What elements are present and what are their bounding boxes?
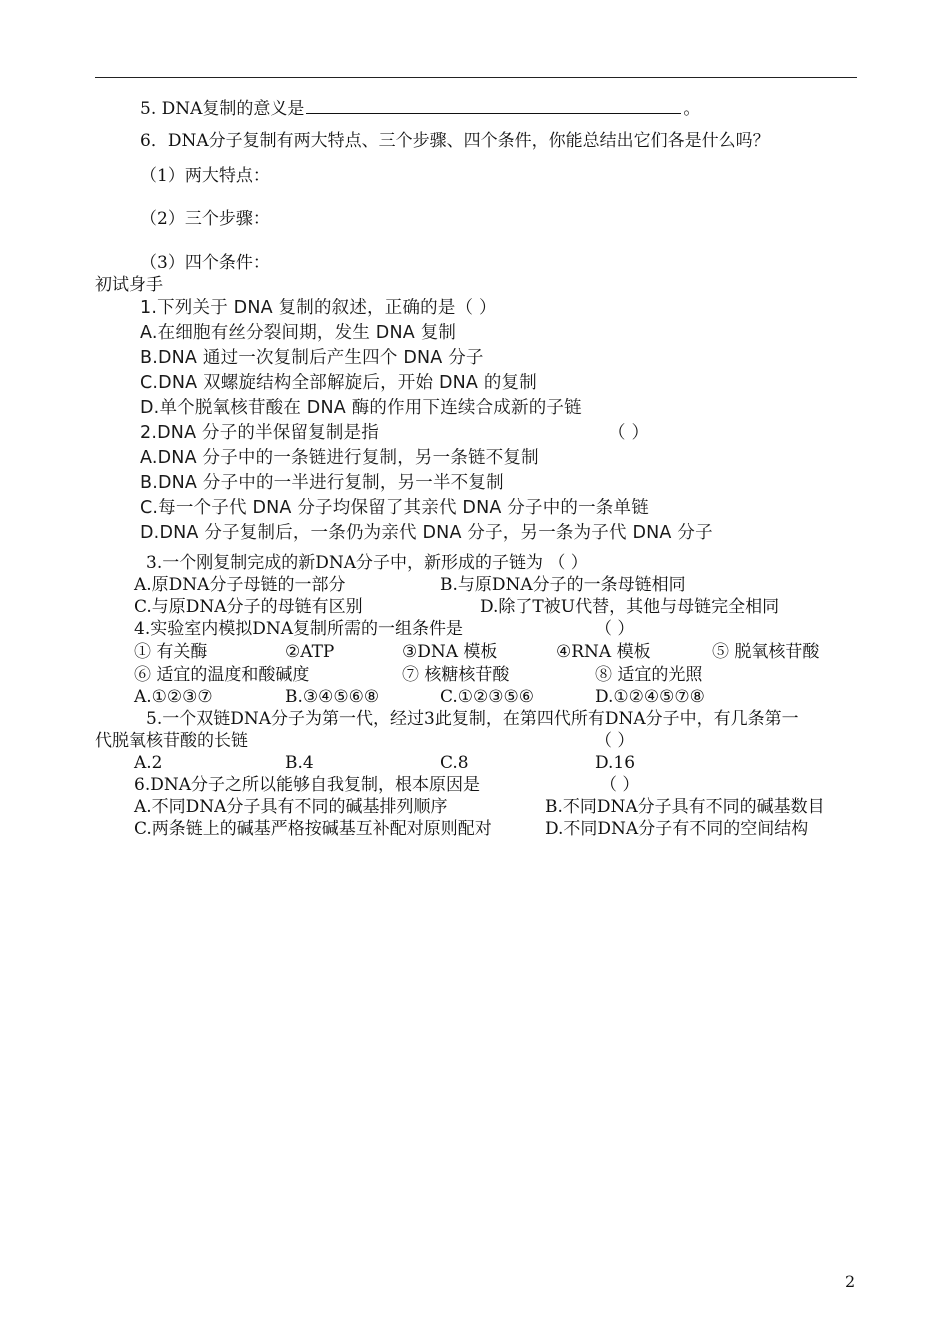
q4-condition-2: ②ATP bbox=[285, 642, 335, 662]
q5-option-c: C.8 bbox=[440, 753, 469, 773]
q2-option-c: C.每一个子代 DNA 分子均保留了其亲代 DNA 分子中的一条单链 bbox=[140, 498, 649, 518]
q5-option-a: A.2 bbox=[134, 753, 163, 773]
q6-stem: 6.DNA分子之所以能够自我复制，根本原因是 bbox=[134, 775, 481, 795]
q2-stem: 2.DNA 分子的半保留复制是指 bbox=[140, 423, 379, 443]
q2-option-d: D.DNA 分子复制后，一条仍为亲代 DNA 分子，另一条为子代 DNA 分子 bbox=[140, 523, 713, 543]
q4-option-c: C.①②③⑤⑥ bbox=[440, 687, 535, 707]
q4-option-d: D.①②④⑤⑦⑧ bbox=[595, 687, 705, 707]
q4-condition-7: ⑦ 核糖核苷酸 bbox=[402, 665, 510, 685]
q4-stem: 4.实验室内模拟DNA复制所需的一组条件是 bbox=[134, 619, 464, 639]
q3-option-b: B.与原DNA分子的一条母链相同 bbox=[440, 575, 686, 595]
review-q5: 5. DNA复制的意义是 。 bbox=[140, 99, 701, 119]
q6-option-b: B.不同DNA分子具有不同的碱基数目 bbox=[545, 797, 825, 817]
review-q6-item-3: （3）四个条件： bbox=[140, 253, 270, 273]
page-number: 2 bbox=[845, 1272, 856, 1291]
q4-answer-bracket: （ ） bbox=[595, 619, 635, 639]
section-title: 初试身手 bbox=[95, 275, 163, 295]
answer-blank[interactable] bbox=[306, 97, 681, 114]
q3-option-d: D.除了T被U代替，其他与母链完全相同 bbox=[480, 597, 780, 617]
q1-option-a: A.在细胞有丝分裂间期，发生 DNA 复制 bbox=[140, 323, 457, 343]
review-q6-item-1: （1）两大特点： bbox=[140, 166, 270, 186]
q5-option-d: D.16 bbox=[595, 753, 636, 773]
q1-option-c: C.DNA 双螺旋结构全部解旋后，开始 DNA 的复制 bbox=[140, 373, 537, 393]
q4-condition-4: ④RNA 模板 bbox=[556, 642, 651, 662]
q1-option-d: D.单个脱氧核苷酸在 DNA 酶的作用下连续合成新的子链 bbox=[140, 398, 582, 418]
q5-answer-bracket: （ ） bbox=[595, 731, 635, 751]
q1-stem: 1.下列关于 DNA 复制的叙述，正确的是（ ） bbox=[140, 298, 497, 318]
q4-option-b: B.③④⑤⑥⑧ bbox=[285, 687, 380, 707]
q5-stem: 5.一个双链DNA分子为第一代，经过3此复制，在第四代所有DNA分子中，有几条第一 bbox=[146, 709, 799, 729]
review-q6-item-2: （2）三个步骤： bbox=[140, 209, 270, 229]
q5-option-b: B.4 bbox=[285, 753, 314, 773]
review-q6: 6．DNA分子复制有两大特点、三个步骤、四个条件，你能总结出它们各是什么吗？ bbox=[140, 131, 770, 151]
q4-option-a: A.①②③⑦ bbox=[134, 687, 213, 707]
q5-stem-cont: 代脱氧核苷酸的长链 bbox=[95, 731, 248, 751]
header-rule bbox=[95, 77, 857, 78]
q3-stem: 3.一个刚复制完成的新DNA分子中，新形成的子链为 （ ） bbox=[146, 553, 588, 573]
q4-condition-6: ⑥ 适宜的温度和酸碱度 bbox=[134, 665, 310, 685]
q6-option-a: A.不同DNA分子具有不同的碱基排列顺序 bbox=[134, 797, 448, 817]
q4-condition-5: ⑤ 脱氧核苷酸 bbox=[712, 642, 820, 662]
q6-option-c: C.两条链上的碱基严格按碱基互补配对原则配对 bbox=[134, 819, 492, 839]
q2-option-a: A.DNA 分子中的一条链进行复制，另一条链不复制 bbox=[140, 448, 539, 468]
q2-answer-bracket: （ ） bbox=[608, 423, 650, 443]
q6-option-d: D.不同DNA分子有不同的空间结构 bbox=[545, 819, 809, 839]
q2-option-b: B.DNA 分子中的一半进行复制，另一半不复制 bbox=[140, 473, 504, 493]
q3-option-a: A.原DNA分子母链的一部分 bbox=[134, 575, 346, 595]
q6-answer-bracket: （ ） bbox=[600, 775, 640, 795]
q4-condition-3: ③DNA 模板 bbox=[402, 642, 498, 662]
q1-option-b: B.DNA 通过一次复制后产生四个 DNA 分子 bbox=[140, 348, 484, 368]
q3-option-c: C.与原DNA分子的母链有区别 bbox=[134, 597, 363, 617]
q4-condition-1: ① 有关酶 bbox=[134, 642, 208, 662]
q4-condition-8: ⑧ 适宜的光照 bbox=[595, 665, 703, 685]
